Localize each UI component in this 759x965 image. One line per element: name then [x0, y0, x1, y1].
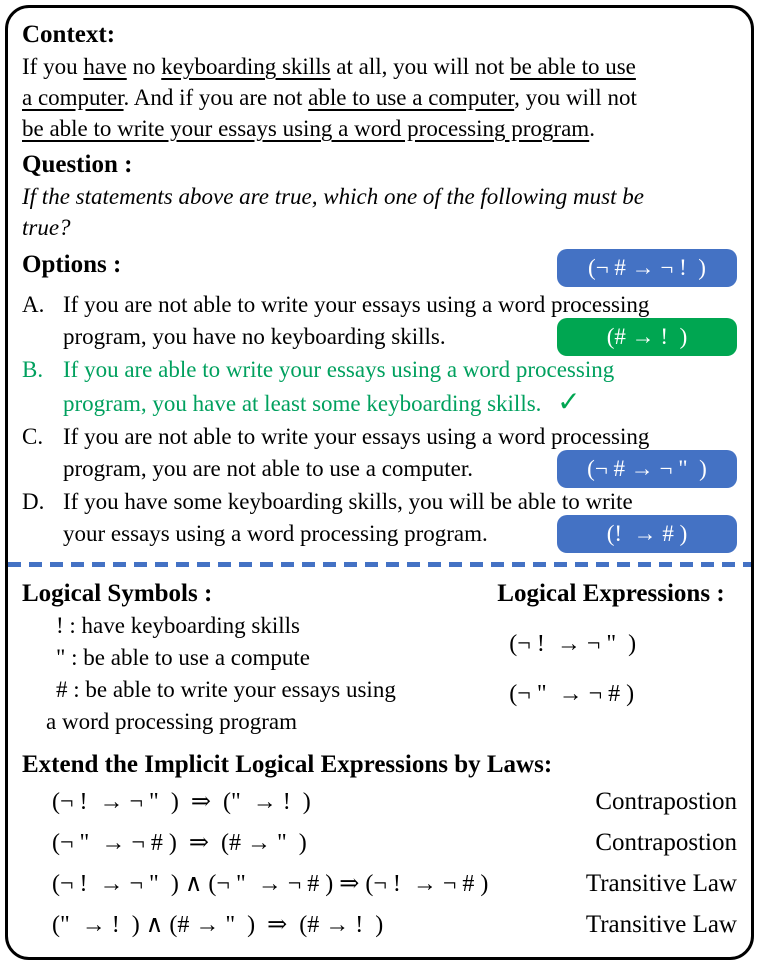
option-d-line-2: your essays using a word processing program. (! → # ) — [63, 518, 737, 550]
logical-symbols-heading: Logical Symbols : — [22, 580, 213, 607]
dashed-divider — [8, 562, 751, 567]
option-a-line-1: If you are not able to write your essays using a word processing — [63, 292, 650, 317]
option-c-line-2: program, you are not able to use a computer. (¬ # → ¬ " ) — [63, 453, 737, 485]
option-c-logic-badge: (¬ # → ¬ " ) — [557, 450, 737, 488]
question-heading: Question : — [22, 151, 133, 178]
question-paragraph — [22, 181, 737, 243]
panel-frame — [5, 5, 754, 960]
correct-checkmark-icon: ✓ — [557, 385, 581, 418]
option-c-label: C. — [22, 424, 44, 449]
symbol-item-1: ! : have keyboarding skills — [56, 613, 301, 638]
law-row-3 — [22, 864, 737, 904]
option-d-label: D. — [22, 489, 45, 514]
symbol-item-3: # : be able to write your essays using — [56, 677, 396, 702]
option-d — [22, 486, 737, 550]
law-row-4 — [22, 905, 737, 945]
symbol-item-2: " : be able to use a compute — [56, 645, 310, 670]
option-a-line-2: program, you have no keyboarding skills. (# → ! ) — [63, 321, 737, 353]
option-a-logic-badge: (# → ! ) — [557, 318, 737, 356]
law-row-1 — [22, 782, 737, 822]
option-c — [22, 421, 737, 485]
lower-columns — [22, 577, 737, 738]
options-heading: Options : — [22, 251, 122, 278]
option-b-line-2: program, you have at least some keyboarding skills. ✓ — [63, 385, 581, 418]
question-line-1: If the statements above are true, which one of the following must be — [22, 184, 644, 209]
law-row-3-name: Transitive Law — [585, 870, 737, 897]
option-a-label: A. — [22, 292, 45, 317]
context-line-2: a computer. And if you are not able to use a computer, you will not — [22, 85, 637, 110]
context-line-1: If you have no keyboarding skills at all, you will not be able to use — [22, 54, 636, 79]
context-paragraph — [22, 51, 737, 144]
law-row-2-expression: (¬ " → ¬ # ) ⇒ (# → " ) — [52, 830, 307, 856]
context-heading: Context: — [22, 21, 116, 48]
context-line-3: be able to write your essays using a word processing program. — [22, 116, 595, 141]
option-d-logic-badge: (! → # ) — [557, 515, 737, 553]
logical-expression-2: (¬ " → ¬ # ) — [509, 681, 635, 707]
options-heading-row — [22, 248, 737, 288]
logical-expressions-column — [465, 577, 737, 738]
logical-expression-1: (¬ ! → ¬ " ) — [509, 631, 637, 657]
option-c-line-1: If you are not able to write your essays using a word processing — [63, 424, 650, 449]
option-a — [22, 289, 737, 353]
law-row-3-expression: (¬ ! → ¬ " ) ∧ (¬ " → ¬ # ) ⇒ (¬ ! → ¬ # ) — [52, 871, 489, 897]
law-row-4-name: Transitive Law — [585, 911, 737, 938]
option-b-line-1: If you are able to write your essays using a word processing — [63, 357, 615, 382]
laws-heading: Extend the Implicit Logical Expressions by Laws: — [22, 751, 553, 778]
option-d-line-1: If you have some keyboarding skills, you will be able to write — [63, 489, 633, 514]
law-row-2 — [22, 823, 737, 863]
question-line-2: true? — [22, 215, 71, 240]
law-row-4-expression: (" → ! ) ∧ (# → " ) ⇒ (# → ! ) — [52, 912, 384, 938]
option-b — [22, 354, 737, 420]
law-row-2-name: Contrapostion — [595, 829, 737, 856]
logical-symbols-column — [22, 577, 465, 738]
law-row-1-name: Contrapostion — [595, 788, 737, 815]
options-logic-badge: (¬ # → ¬ ! ) — [557, 249, 737, 287]
logical-expressions-heading: Logical Expressions : — [497, 580, 725, 607]
law-row-1-expression: (¬ ! → ¬ " ) ⇒ (" → ! ) — [52, 789, 311, 815]
symbol-item-3-continuation: a word processing program — [46, 709, 298, 734]
option-b-label: B. — [22, 357, 44, 382]
